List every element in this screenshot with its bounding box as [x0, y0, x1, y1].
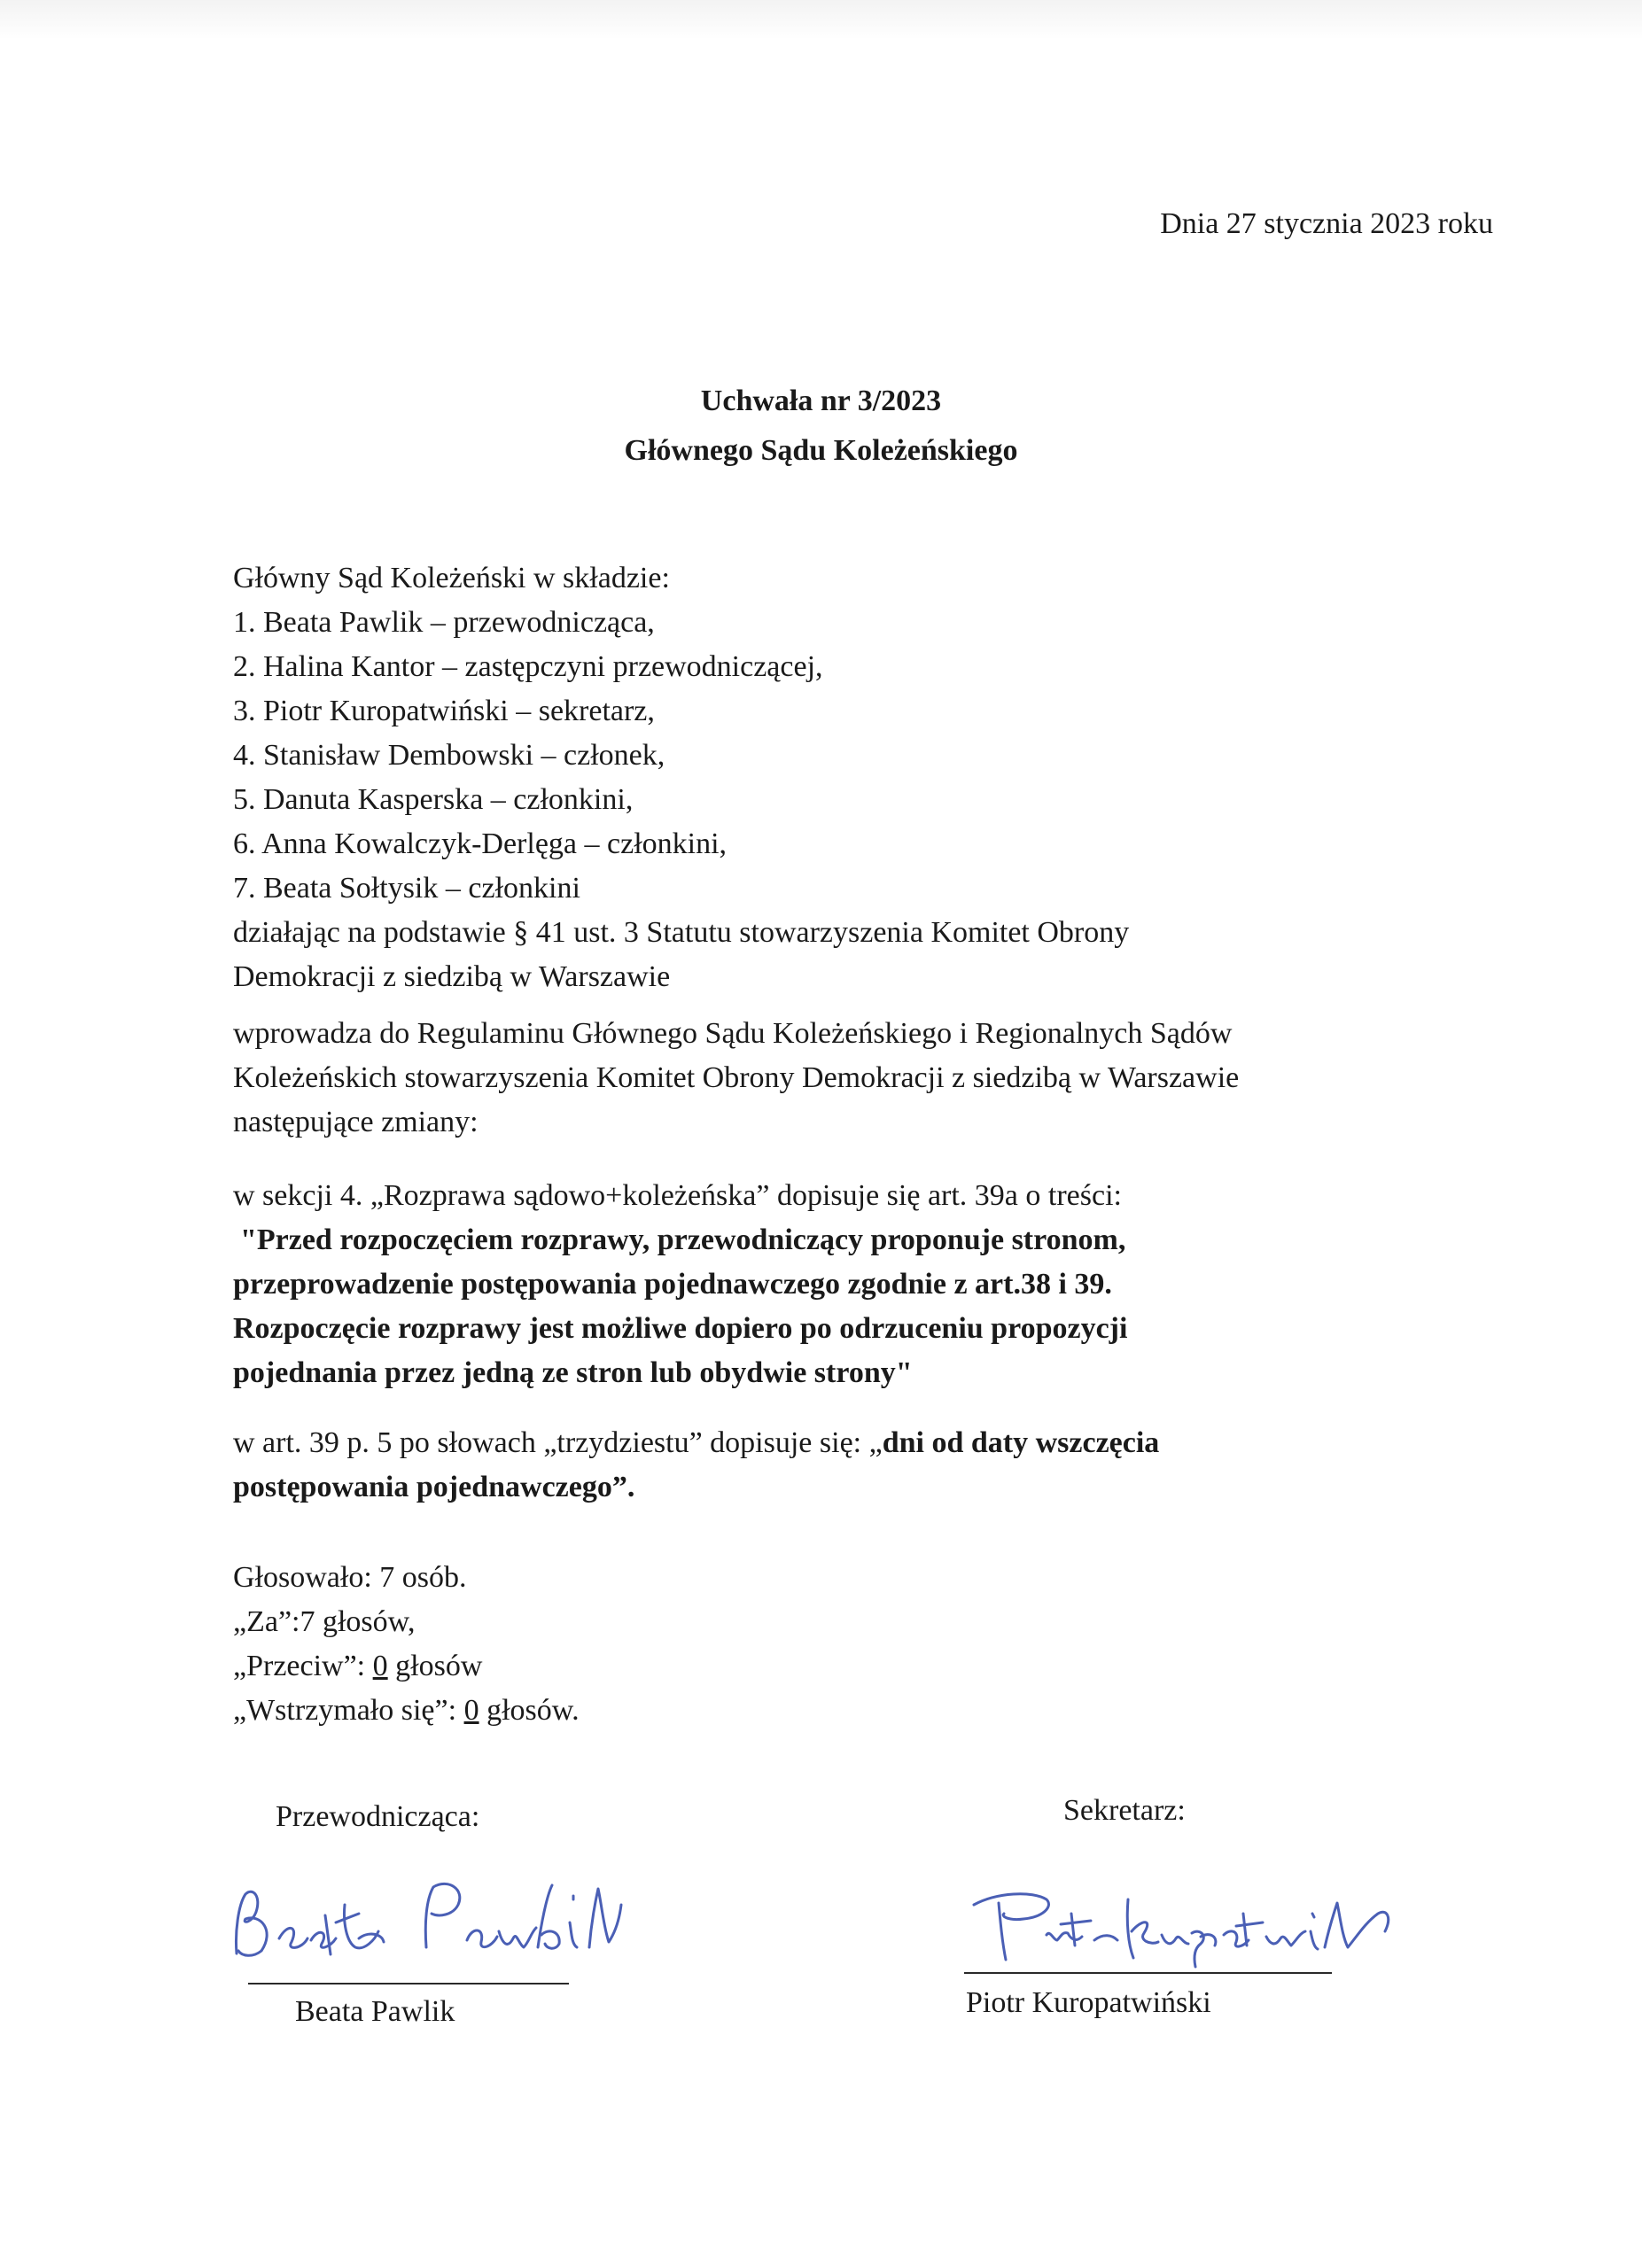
votes-abstain-label: „Wstrzymało się”:: [233, 1694, 464, 1727]
document-title: [0, 377, 1642, 476]
member-item: 4. Stanisław Dembowski – członek,: [233, 739, 665, 772]
votes-for: „Za”:7 głosów,: [233, 1605, 416, 1638]
changes-line-1: wprowadza do Regulaminu Głównego Sądu Koleżeńskiego i Regionalnych Sądów: [233, 1017, 1233, 1050]
title-line-2: Głównego Sądu Koleżeńskiego: [624, 434, 1018, 467]
article-39a-quote-line: pojednania przez jedną ze stron lub obydwie strony": [233, 1356, 913, 1389]
member-item: 7. Beata Sołtysik – członkini: [233, 872, 580, 905]
chairwoman-signature: [226, 1869, 687, 1976]
article-39-p5-bold-1: dni od daty wszczęcia: [882, 1426, 1160, 1459]
secretary-role-label: Sekretarz:: [1063, 1794, 1186, 1827]
legal-basis-line-1: działając na podstawie § 41 ust. 3 Statutu stowarzyszenia Komitet Obrony: [233, 916, 1130, 949]
secretary-signature: [961, 1878, 1405, 1976]
member-item: 1. Beata Pawlik – przewodnicząca,: [233, 606, 655, 639]
votes-abstain: [233, 1689, 1509, 1733]
votes-total: Głosowało: 7 osób.: [233, 1561, 467, 1594]
chairwoman-role-label: Przewodnicząca:: [276, 1800, 480, 1833]
article-39a-section: [233, 1174, 1509, 1395]
changes-line-2: Koleżeńskich stowarzyszenia Komitet Obrony Demokracji z siedzibą w Warszawie: [233, 1061, 1240, 1094]
votes-against-unit: głosów: [387, 1650, 483, 1682]
document-date: Dnia 27 stycznia 2023 roku: [1160, 207, 1493, 240]
article-39-p5-section: [233, 1421, 1509, 1510]
members-section: [233, 556, 1509, 999]
article-39a-quote-line: "Przed rozpoczęciem rozprawy, przewodniczący proponuje stronom,: [240, 1223, 1126, 1256]
article-39-p5-intro: w art. 39 p. 5 po słowach „trzydziestu” dopisuje się: „: [233, 1426, 883, 1459]
votes-section: [233, 1556, 1509, 1733]
votes-abstain-value: 0: [463, 1694, 479, 1727]
article-39a-intro: w sekcji 4. „Rozprawa sądowo+koleżeńska” dopisuje się art. 39a o treści:: [233, 1179, 1122, 1212]
member-item: 3. Piotr Kuropatwiński – sekretarz,: [233, 695, 655, 727]
member-item: 6. Anna Kowalczyk-Derlęga – członkini,: [233, 827, 728, 860]
article-39a-quote-line: przeprowadzenie postępowania pojednawczego zgodnie z art.38 i 39.: [233, 1268, 1112, 1301]
article-39-p5-line-2: [233, 1465, 1509, 1510]
chairwoman-name: Beata Pawlik: [295, 1995, 455, 2028]
secretary-name: Piotr Kuropatwiński: [966, 1986, 1211, 2019]
legal-basis-line-2: Demokracji z siedzibą w Warszawie: [233, 960, 671, 993]
secretary-signature-line: [964, 1972, 1332, 1974]
member-item: 2. Halina Kantor – zastępczyni przewodniczącej,: [233, 650, 823, 683]
votes-against-label: „Przeciw”:: [233, 1650, 373, 1682]
title-line-1: Uchwała nr 3/2023: [700, 384, 942, 417]
changes-line-3: następujące zmiany:: [233, 1106, 479, 1138]
article-39-p5-line-1: [233, 1421, 1509, 1465]
members-intro: Główny Sąd Koleżeński w składzie:: [233, 562, 670, 594]
votes-abstain-unit: głosów.: [479, 1694, 580, 1727]
votes-against: [233, 1644, 1509, 1689]
article-39a-quote-line: Rozpoczęcie rozprawy jest możliwe dopiero po odrzuceniu propozycji: [233, 1312, 1128, 1345]
signature-strokes: [974, 1894, 1389, 1967]
member-item: 5. Danuta Kasperska – członkini,: [233, 783, 634, 816]
changes-section: [233, 1012, 1509, 1145]
chairwoman-signature-line: [248, 1983, 569, 1984]
votes-against-value: 0: [372, 1650, 388, 1682]
article-39-p5-bold-2: postępowania pojednawczego”.: [233, 1471, 635, 1503]
signature-strokes: [236, 1884, 621, 1955]
